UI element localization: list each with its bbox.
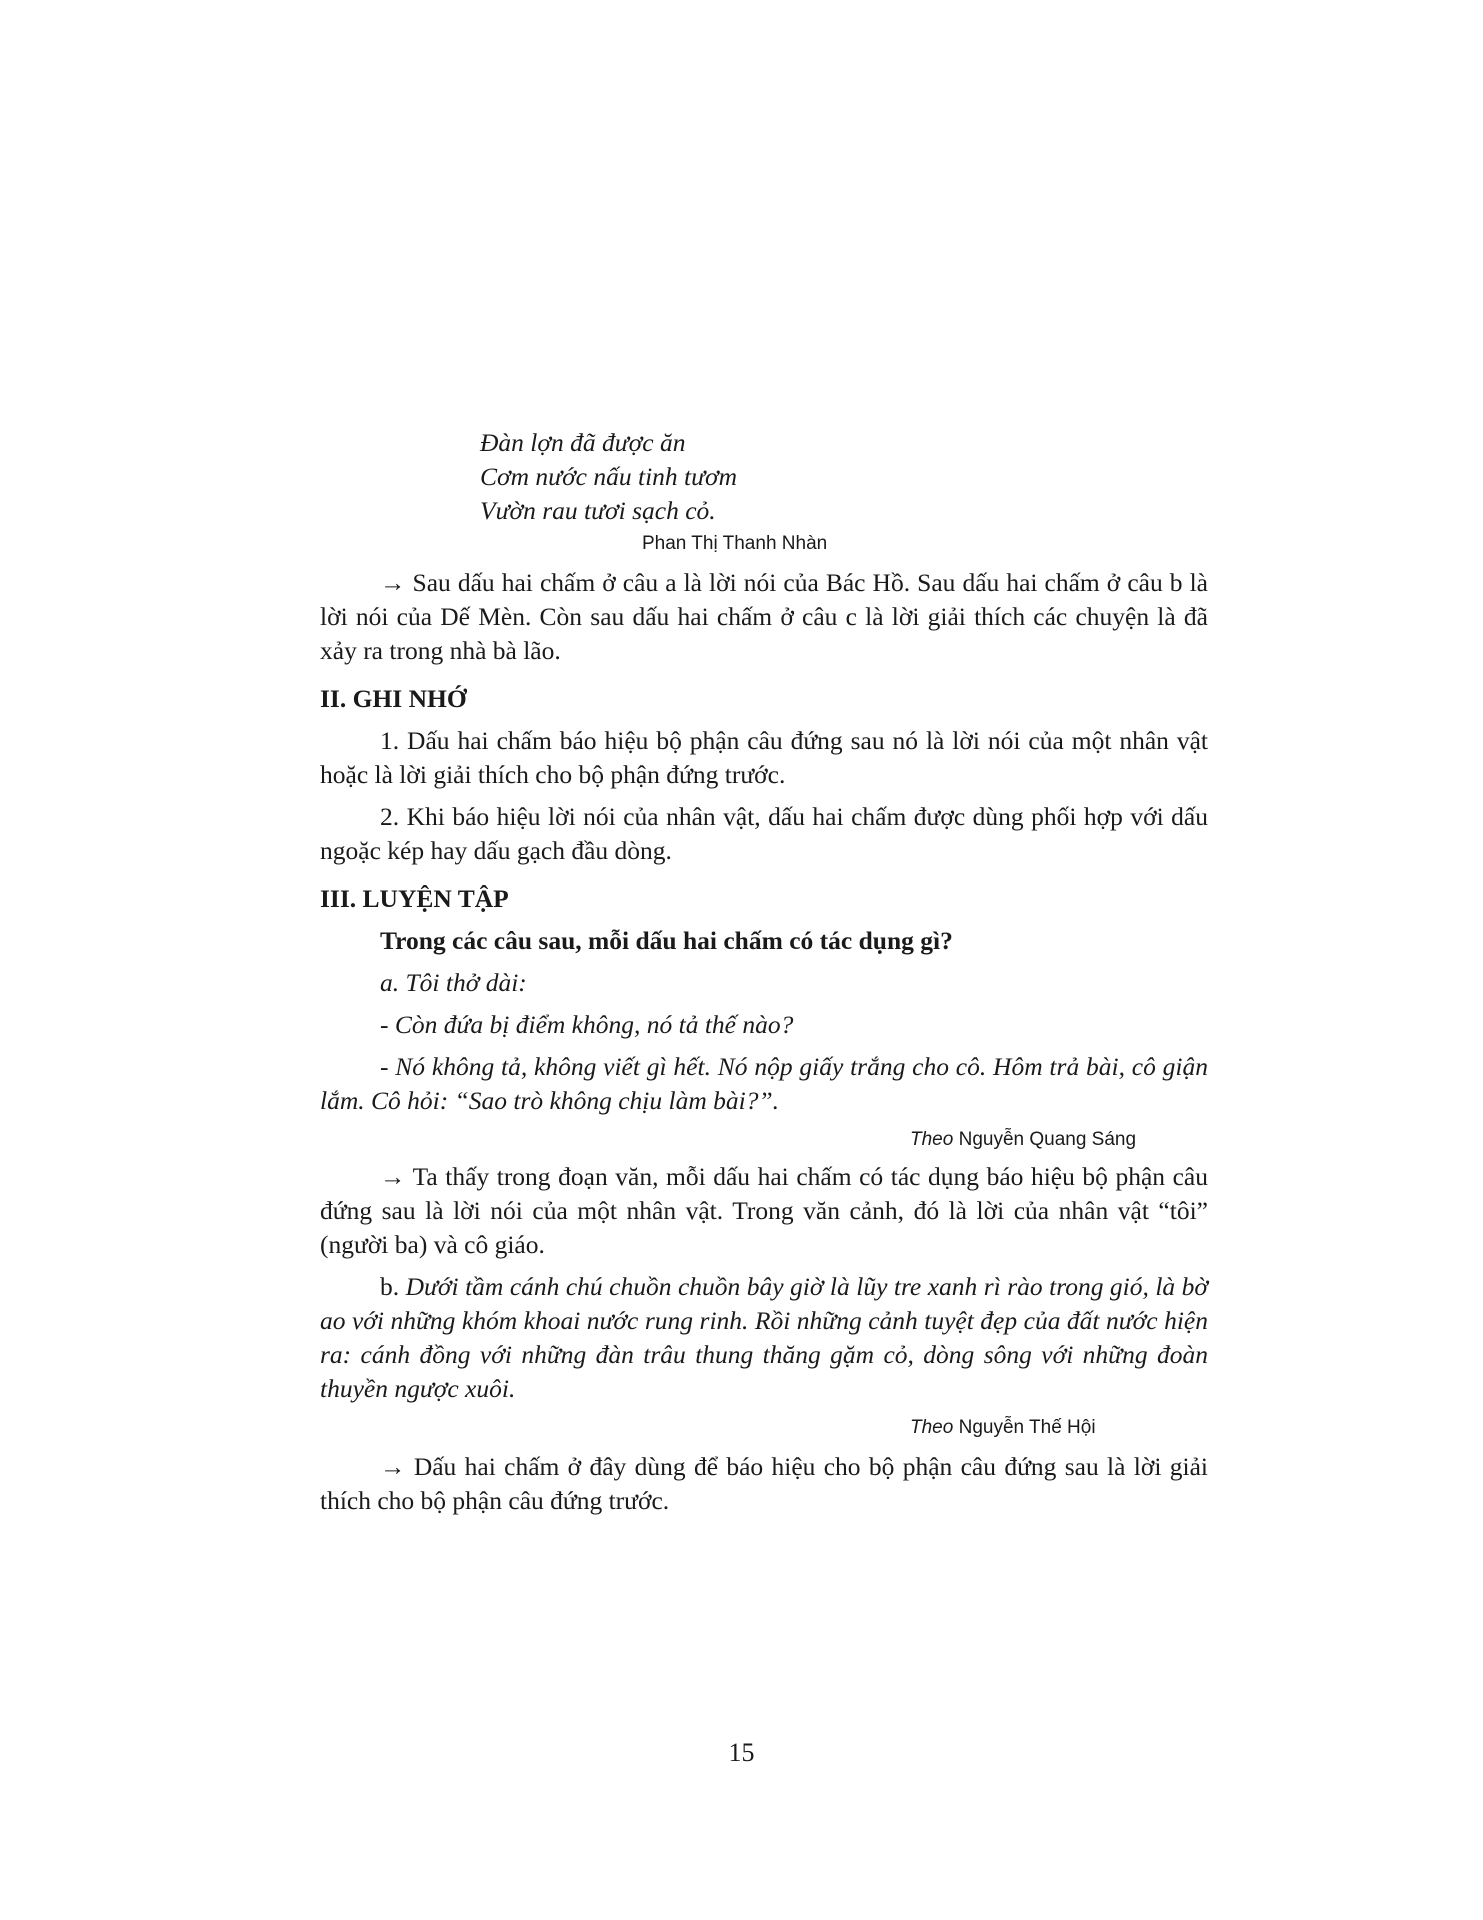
remember-item-2: 2. Khi báo hiệu lời nói của nhân vật, dấu hai chấm được dùng phối hợp với dấu ngoặc kép hay dấu gạch đầu dòng. bbox=[320, 802, 1208, 865]
example-b-text: Dưới tầm cánh chú chuồn chuồn bây giờ là lũy tre xanh rì rào trong gió, là bờ ao với những khóm khoai nước rung rinh. Rồi những cảnh tuyệt đẹp của đất nước hiện ra: cánh đồng với những đàn trâu thung thăng gặm cỏ, dòng sông với những đoàn thuyền ngược xuôi. bbox=[320, 1272, 1209, 1403]
theo-label: Theo bbox=[910, 1129, 954, 1150]
exercise-question: Trong các câu sau, mỗi dấu hai chấm có tác dụng gì? bbox=[380, 926, 953, 955]
poem bbox=[480, 426, 1208, 528]
poem-line: Cơm nước nấu tinh tươm bbox=[480, 462, 738, 491]
section-heading-ghi-nho: II. GHI NHỚ bbox=[320, 684, 467, 713]
example-b-label: b. bbox=[380, 1272, 400, 1301]
analysis-paragraph-a: → Ta thấy trong đoạn văn, mỗi dấu hai chấm có tác dụng báo hiệu bộ phận câu đứng sau là lời nói của một nhân vật. Trong văn cảnh, đó là lời của nhân vật “tôi” (người ba) và cô giáo. bbox=[320, 1162, 1208, 1259]
example-b-author: Nguyễn Thế Hội bbox=[958, 1417, 1096, 1438]
poem-author: Phan Thị Thanh Nhàn bbox=[642, 533, 828, 554]
page-number: 15 bbox=[728, 1738, 755, 1767]
section-heading-luyen-tap: III. LUYỆN TẬP bbox=[320, 884, 509, 913]
page-body bbox=[320, 426, 1208, 1526]
poem-line: Vườn rau tươi sạch cỏ. bbox=[480, 496, 716, 525]
example-a-attribution bbox=[910, 1126, 1208, 1154]
analysis-paragraph-1: → Sau dấu hai chấm ở câu a là lời nói của Bác Hồ. Sau dấu hai chấm ở câu b là lời nói của Dế Mèn. Còn sau dấu hai chấm ở câu c là lời giải thích các chuyện là đã xảy ra trong nhà bà lão. bbox=[320, 568, 1208, 665]
example-b-paragraph bbox=[320, 1270, 1208, 1406]
poem-line: Đàn lợn đã được ăn bbox=[480, 428, 686, 457]
example-a-line-3: - Nó không tả, không viết gì hết. Nó nộp giấy trắng cho cô. Hôm trả bài, cô giận lắm. Cô hỏi: “Sao trò không chịu làm bài?”. bbox=[320, 1052, 1208, 1115]
example-a-author: Nguyễn Quang Sáng bbox=[958, 1129, 1137, 1150]
theo-label: Theo bbox=[910, 1417, 954, 1438]
remember-item-1: 1. Dấu hai chấm báo hiệu bộ phận câu đứng sau nó là lời nói của một nhân vật hoặc là lời giải thích cho bộ phận đứng trước. bbox=[320, 726, 1208, 789]
example-a-line-1: a. Tôi thở dài: bbox=[380, 968, 527, 997]
example-b-attribution bbox=[910, 1414, 1208, 1442]
analysis-paragraph-b: → Dấu hai chấm ở đây dùng để báo hiệu cho bộ phận câu đứng sau là lời giải thích cho bộ phận câu đứng trước. bbox=[320, 1452, 1208, 1515]
example-a-line-2: - Còn đứa bị điểm không, nó tả thế nào? bbox=[380, 1010, 794, 1039]
